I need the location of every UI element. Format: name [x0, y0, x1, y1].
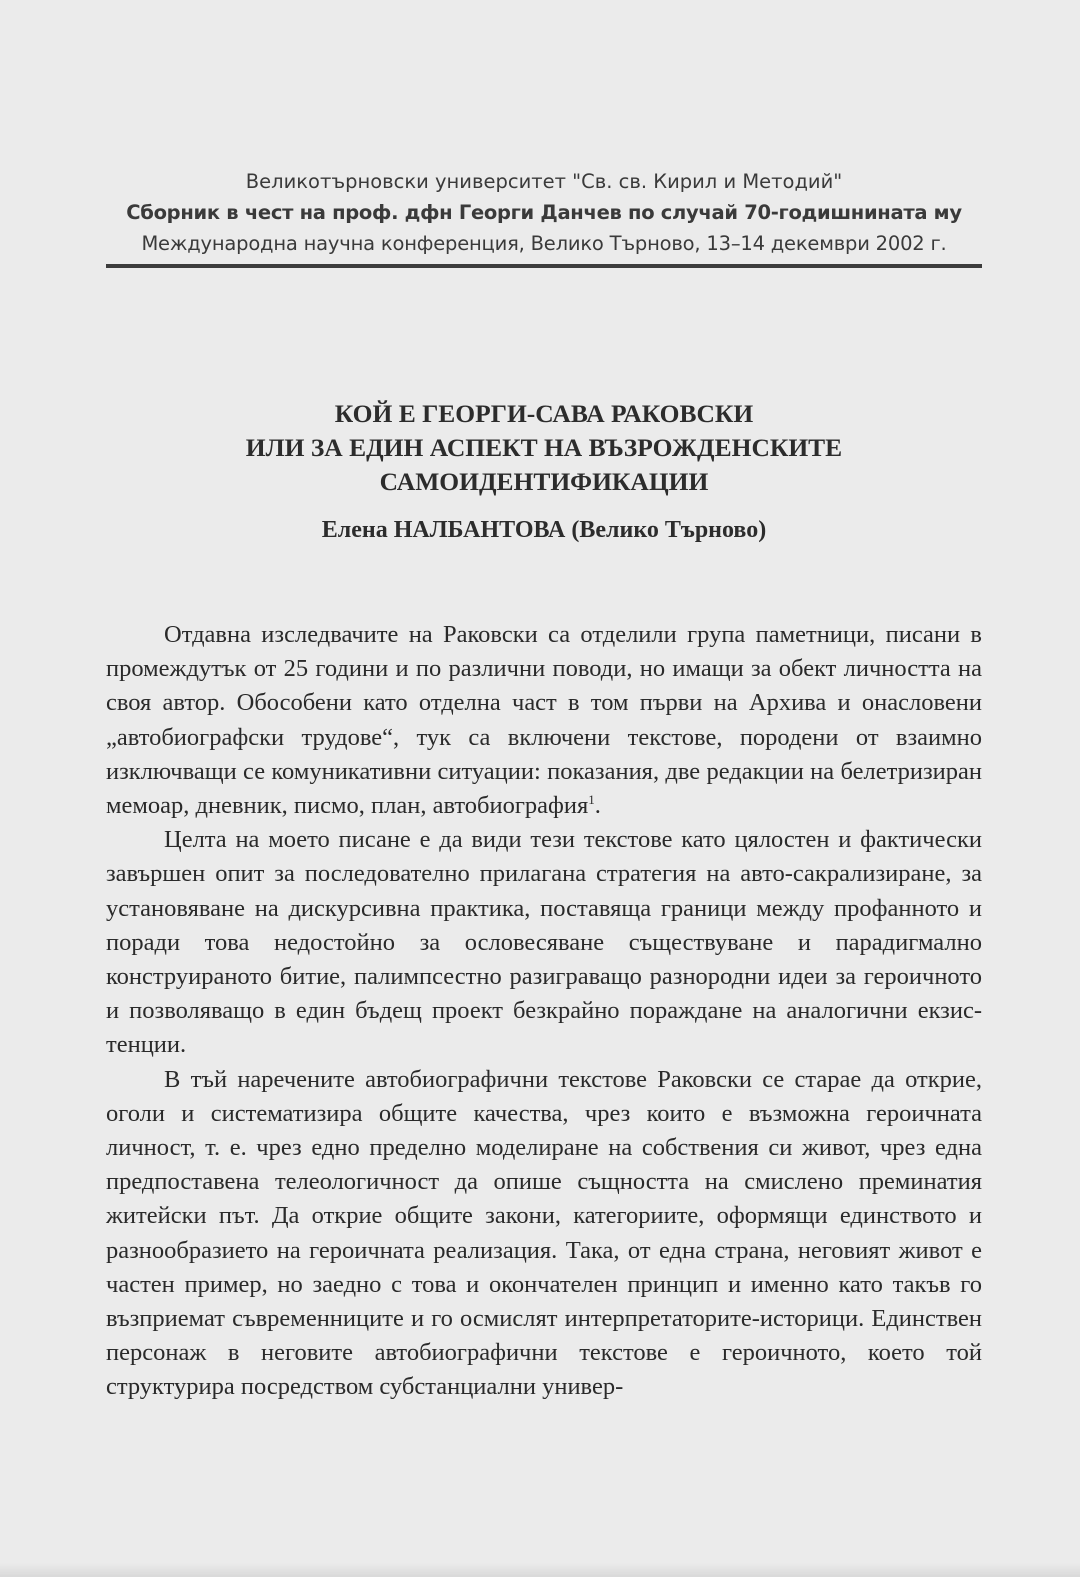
paragraph-text: В тъй наречените автобиографични текстове Раковски се старае да открие, оголи и систематизира общите качества, чрез които е възможна героичната личност, т. е. чрез едно пределно моделиране на собствения си живот, чрез една предпоставена телеологичност да опише същността на смислено преминатия житейски път. Да открие общите закони, категориите, оформящи единството и разнообразието на героичната реализация. Така, от една страна, неговият живот е частен пример, но заедно с това и окончателен принцип и именно като такъв го възприемат съвременниците и го осмислят интерпретаторите-историци. Единствен персонаж в неговите автобиографични текстове е героичното, което той структурира посредством субстанциални универ- [106, 1065, 982, 1401]
article-body [106, 618, 982, 1405]
body-paragraph [106, 823, 982, 1062]
footnote-marker: 1 [588, 791, 595, 807]
page-edge-shadow [0, 1563, 1080, 1577]
paragraph-text: Отдавна изследвачите на Раковски са отделили група паметници, писани в промеждутък от 25 години и по различни поводи, но имащи за обект личността на своя автор. Обособени като отделна част в том първи на Архива и онасловени „автобиографски трудове“, тук са включени текстове, породени от взаимно изключващи се комуникативни ситуации: показания, две редакции на белетризиран мемоар, дневник, писмо, план, автобиография [106, 621, 982, 820]
body-paragraph [106, 618, 982, 823]
header-conference: Международна научна конференция, Велико Търново, 13–14 декември 2002 г. [141, 232, 947, 255]
paragraph-text: Целта на моето писане е да види тези текстове като цялостен и фактически завършен опит за последователно прилагана стратегия на авто-сакрализиране, за установяване на дискурсивна практика, поставяща граници между профанното и поради това недостойно за ословесяване съществуване и парадигмално конструираното битие, палимпсестно разиграващо разнородни идеи за героичното и позволяващо в един бъдещ проект безкрайно пораждане на аналогични екзистенции. [106, 826, 982, 1059]
publication-header [106, 166, 982, 259]
title-line: САМОИДЕНТИФИКАЦИИ [379, 467, 709, 496]
article-author: Елена НАЛБАНТОВА (Велико Търново) [321, 517, 767, 543]
body-paragraph [106, 1063, 982, 1405]
title-line: КОЙ Е ГЕОРГИ-САВА РАКОВСКИ [334, 399, 754, 428]
article-title [106, 397, 982, 499]
header-collection: Сборник в чест на проф. дфн Георги Данчев по случай 70-годишнината му [126, 201, 962, 224]
header-divider [106, 264, 982, 268]
header-university: Великотърновски университет "Св. св. Кирил и Методий" [245, 170, 843, 193]
title-line: ИЛИ ЗА ЕДИН АСПЕКТ НА ВЪЗРОЖДЕНСКИТЕ [245, 433, 843, 462]
paragraph-tail: . [594, 792, 601, 820]
